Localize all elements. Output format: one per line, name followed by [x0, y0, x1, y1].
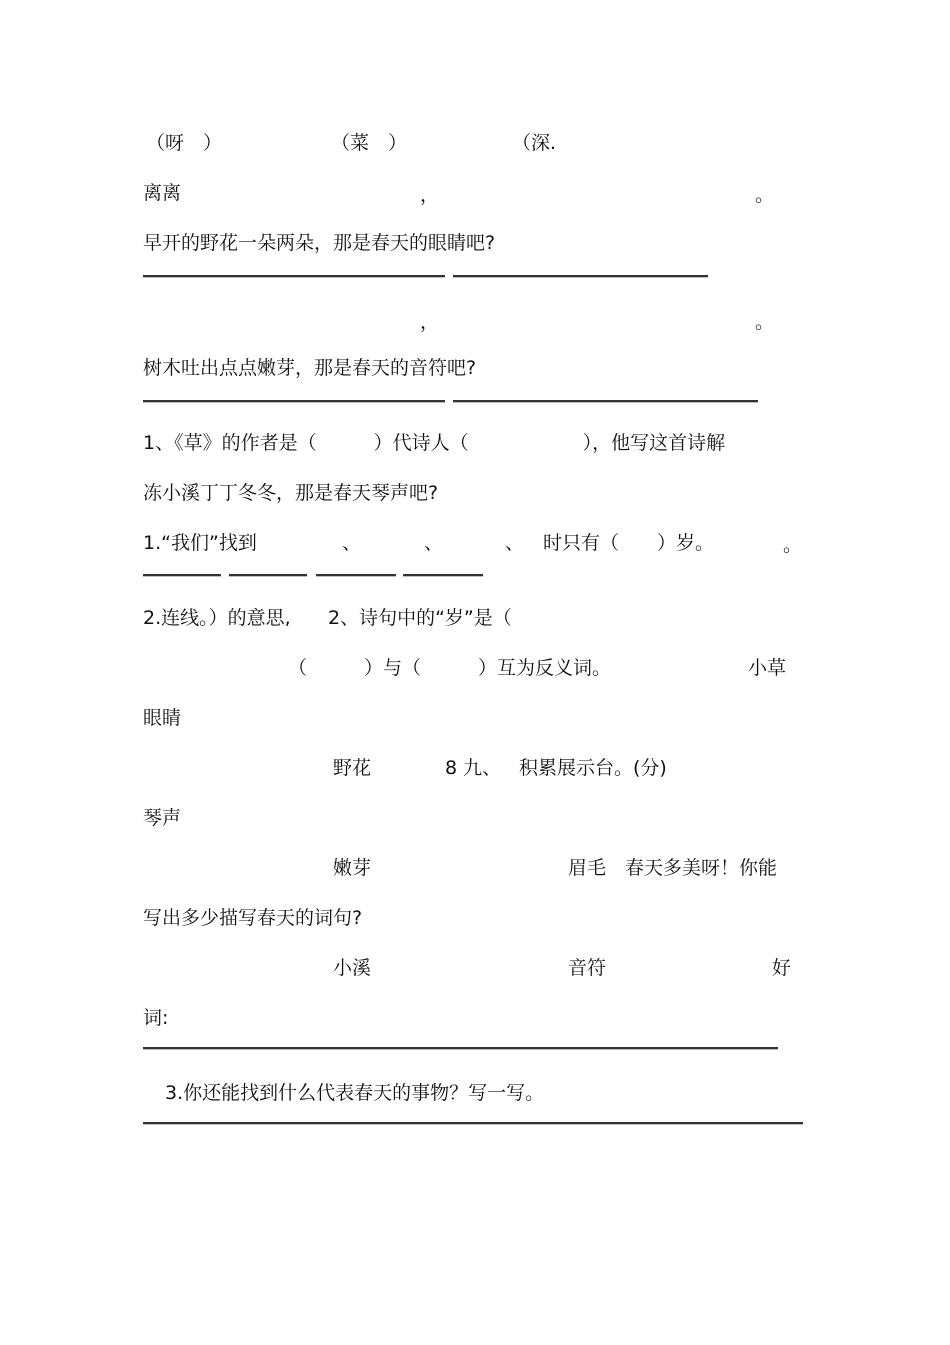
question-2-sui: 2、诗句中的“岁”是（	[328, 607, 512, 629]
answer-line[interactable]	[229, 574, 307, 577]
good-words-label-cont: 词:	[143, 1007, 169, 1029]
match-meimao: 眉毛	[568, 857, 607, 879]
answer-line[interactable]	[403, 574, 483, 577]
match-qinsheng: 琴声	[143, 807, 182, 829]
question-1-author: 1、《草》的作者是（ ）代诗人（ ），他写这首诗解	[143, 432, 726, 454]
word-ya: （呀 ）	[146, 132, 223, 154]
section-9-title: 积累展示台。(分)	[519, 757, 667, 779]
sentence-sprouts: 树木吐出点点嫩芽，那是春天的音符吧?	[143, 357, 477, 379]
answer-line[interactable]	[143, 400, 445, 403]
answer-line[interactable]	[316, 574, 396, 577]
sentence-wildflower: 早开的野花一朵两朵，那是春天的眼睛吧?	[143, 232, 496, 254]
word-shen: （深.	[512, 132, 557, 154]
age-blank-text: 时只有（ ）岁。	[543, 532, 715, 554]
comma-mark: ，	[420, 184, 440, 206]
match-yinfu: 音符	[568, 957, 607, 979]
good-words-label: 好	[772, 957, 792, 979]
question-3: 3.你还能找到什么代表春天的事物？写一写。	[165, 1082, 545, 1104]
answer-line[interactable]	[143, 1122, 803, 1125]
pause-mark: 、	[424, 532, 444, 554]
spring-prompt-cont: 写出多少描写春天的词句?	[143, 907, 363, 929]
section-9-number: 8 九、	[445, 757, 502, 779]
match-nenya: 嫩芽	[333, 857, 372, 879]
spring-prompt: 春天多美呀！你能	[625, 857, 778, 879]
answer-line[interactable]	[143, 574, 221, 577]
sentence-stream: 冻小溪丁丁冬冬，那是春天琴声吧?	[143, 482, 439, 504]
period-mark: 。	[783, 534, 803, 556]
answer-line[interactable]	[453, 275, 708, 278]
comma-mark: ，	[420, 311, 440, 333]
period-mark: 。	[755, 311, 775, 333]
question-2-link: 2.连线。）的意思,	[143, 607, 291, 629]
answer-line[interactable]	[453, 400, 758, 403]
antonym-blanks: （ ）与（ ）互为反义词。	[288, 657, 612, 679]
word-cai: （菜 ）	[331, 132, 408, 154]
match-xiaoxi: 小溪	[333, 957, 372, 979]
pause-mark: 、	[505, 532, 525, 554]
answer-line[interactable]	[143, 1047, 778, 1050]
match-yanjing: 眼睛	[143, 707, 182, 729]
answer-line[interactable]	[143, 275, 445, 278]
pause-mark: 、	[342, 532, 362, 554]
match-yehua: 野花	[333, 757, 372, 779]
question-1-we-found: 1.“我们”找到	[143, 532, 257, 554]
period-mark: 。	[755, 184, 775, 206]
poem-line-lili: 离离	[143, 182, 182, 204]
match-xiaocao: 小草	[748, 657, 787, 679]
